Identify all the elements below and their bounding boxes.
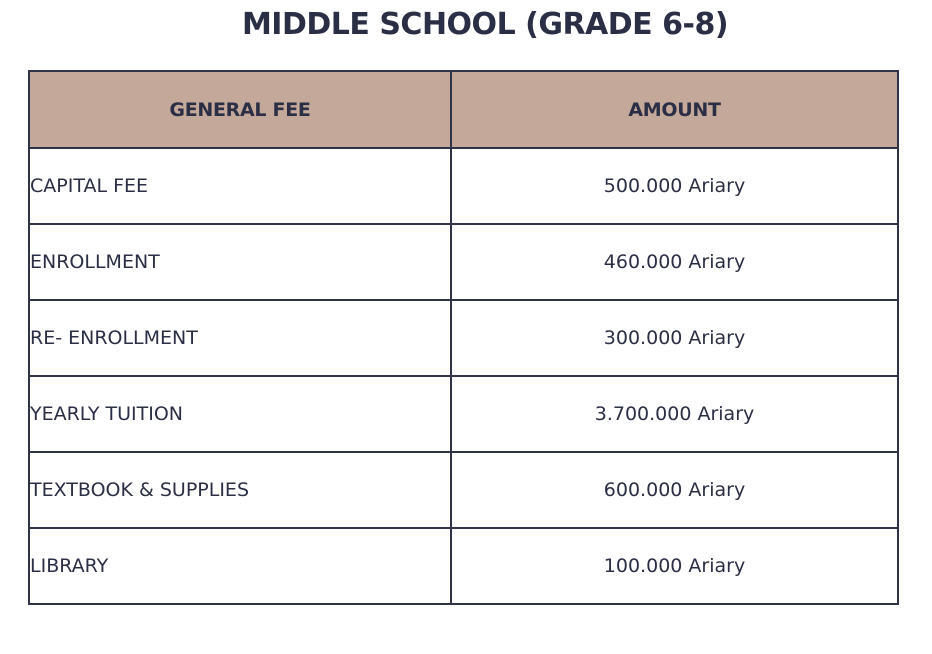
fee-amount-cell: 500.000 Ariary	[451, 148, 898, 224]
fee-amount-cell: 100.000 Ariary	[451, 528, 898, 604]
fee-amount-cell: 300.000 Ariary	[451, 300, 898, 376]
column-header-general-fee: GENERAL FEE	[29, 71, 451, 148]
fee-name-cell: YEARLY TUITION	[29, 376, 451, 452]
table-header-row	[29, 71, 898, 148]
fee-name-cell: CAPITAL FEE	[29, 148, 451, 224]
fee-name-cell: TEXTBOOK & SUPPLIES	[29, 452, 451, 528]
fee-amount-cell: 460.000 Ariary	[451, 224, 898, 300]
table-row	[29, 224, 898, 300]
fee-amount-cell: 600.000 Ariary	[451, 452, 898, 528]
fee-table	[28, 70, 899, 605]
page-title: MIDDLE SCHOOL (GRADE 6-8)	[241, 7, 729, 42]
table-row	[29, 300, 898, 376]
table-row	[29, 376, 898, 452]
column-header-amount: AMOUNT	[451, 71, 898, 148]
fee-name-cell: ENROLLMENT	[29, 224, 451, 300]
fee-name-cell: LIBRARY	[29, 528, 451, 604]
table-row	[29, 452, 898, 528]
fee-amount-cell: 3.700.000 Ariary	[451, 376, 898, 452]
table-row	[29, 148, 898, 224]
fee-name-cell: RE- ENROLLMENT	[29, 300, 451, 376]
table-row	[29, 528, 898, 604]
